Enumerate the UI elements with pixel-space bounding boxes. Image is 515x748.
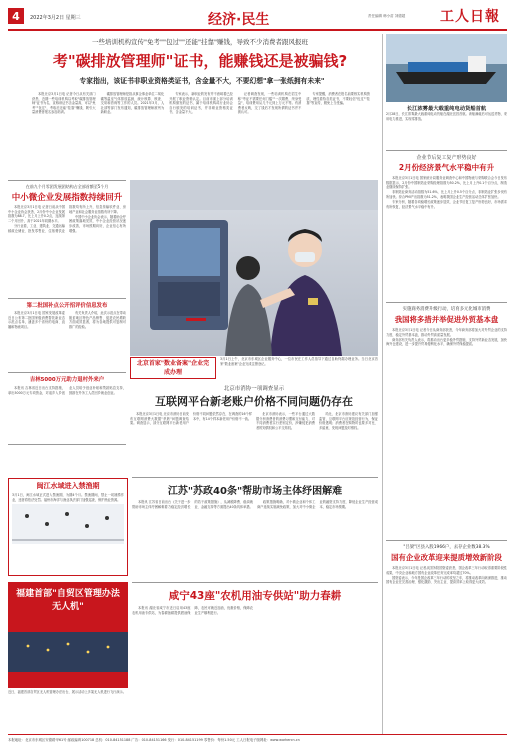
feature-body bbox=[130, 412, 378, 474]
mini-body: 3月1日，闽江水域正式进入禁渔期，为期4个月。禁渔期间，禁止一切捕捞作业，违者将依法处罚。福州市海洋与渔业执法部门加强巡查，保护渔业资源。 bbox=[12, 493, 124, 502]
page-number: 4 bbox=[8, 8, 24, 24]
paragraph: 分行业看，工业、建筑业、交通运输邮政仓储业、批发零售业、住宿餐饮业指数均有所上升，信息传输软件业、房地产业和社会服务业指数有所下降。 bbox=[8, 205, 126, 233]
paragraph: 记者调查发现，一些培训机构在招生中称"考证不需要任何门槛""一次缴费，终身受益"，培训费用从几千元到上万元不等。有消费者反映，交了钱后才发现所谓的证书并不被认可。 bbox=[237, 92, 302, 115]
divider bbox=[132, 582, 378, 583]
jiangsu-body bbox=[132, 500, 378, 575]
footer-text: 本报地址：北京市东城区安德路甲61号 邮政编码100718 总机：010-84151188 广告：010-84151166 发行：010-84151199 零售价：每份1.50元 工人日报电子版网址：www.workercn.cn bbox=[8, 738, 300, 742]
paragraph: 专家提醒，消费者在报名前要核实机构资质，理性看待各类证书，不要轻信"包过""挂靠"等宣传，避免上当受骗。 bbox=[306, 92, 370, 106]
divider bbox=[386, 150, 507, 151]
paragraph: 本报北京3月1日电 记者从国务院国资委获悉，国企改革三年行动取得重要阶段性成果，中央企业和地方国有企业改革任务完成率均超过70%。 bbox=[386, 566, 507, 575]
masthead bbox=[8, 6, 507, 28]
photo-caption-text: 3月1日上午，北京市东城区企业服务中心，一位市民在工作人员指导下通过自助终端办理业务。当日北京首家"数业备案"企业完成注册登记。 bbox=[220, 357, 378, 366]
mini-headline: 闽江水域进入禁渔期 bbox=[36, 482, 100, 490]
right-kicker-3: "吕梁"区县入股1966户，去存企业数38.3% bbox=[403, 545, 490, 550]
main-photo bbox=[130, 180, 378, 356]
section-title: 经济·民生 bbox=[208, 12, 270, 28]
cargo-ship-photo bbox=[386, 34, 507, 102]
divider bbox=[132, 477, 378, 478]
paragraph: 本报讯 湖北省咸宁市近日启用43座农机用油专供站，为春耕备耕提供燃油保障，农民可就近加油，优惠价格，保障农业生产顺利进行。 bbox=[132, 606, 253, 615]
drone-banner-text: 福建首部"自贸区管理办法无人机" bbox=[16, 589, 120, 612]
divider bbox=[386, 302, 507, 303]
drone-flock-illustration bbox=[12, 504, 124, 544]
story3-body bbox=[8, 311, 126, 369]
ship-caption-title: 长江浓雾最大载重纯电动货船首航 bbox=[406, 106, 487, 112]
lead-body bbox=[32, 92, 370, 174]
story2-headline: 中小微企业发展指数持续回升 bbox=[11, 193, 123, 203]
paragraph: 国资委表示，今年是国企改革三年行动的攻坚之年，将推动改革向纵深推进，推动国有企业在完善治理、强化激励、突出主业、提高效率上取得更大成效。 bbox=[386, 575, 507, 585]
right-body-2 bbox=[386, 328, 507, 534]
paragraph: 商务部有关负责人表示，将推动出台更多稳外贸措施，支持外贸新业态发展，加快海外仓建设，进一步提升贸易便利化水平，确保外贸保稳提质。 bbox=[386, 337, 507, 347]
lead-subhead: 专家指出，该证书非职业资格类证书，含金量不大，不要幻想"拿一张纸拥有未来" bbox=[79, 77, 325, 85]
mini-story-box bbox=[8, 478, 128, 576]
masthead-rule bbox=[8, 29, 507, 31]
photo-caption-box bbox=[130, 357, 216, 379]
ship-caption-text: 2月28日，长江浓雾最大载重纯电动货船在湖北宜昌首航。该船满载后可运送货物，采用电力推进，实现零排放。 bbox=[386, 112, 507, 121]
paragraph: 本报北京3月1日电 记者日前从中国中小企业协会获悉，2月份中小企业发展指数为88.7，比上月上升0.2点，连续第二个月回升，高于2021年同期水平。 bbox=[8, 205, 65, 223]
story3-title: 第二批国补点公开招评价信息发布 bbox=[26, 303, 108, 309]
right-body-1 bbox=[386, 176, 507, 296]
feature-headline: 互联网平台新老账户价格不同问题仍存在 bbox=[155, 395, 353, 408]
divider bbox=[8, 372, 126, 373]
xianyang-body bbox=[132, 606, 378, 726]
paragraph: 本报北京3月1日电 北京市消协日前发布互联网消费大数据"杀熟"问题调查结果。调查显示，部分互联网平台新老用户价格不同问题依然存在，在调查的16个样本中，有14个样本新老用户价格不一致。 bbox=[130, 412, 252, 426]
paragraph: 专家表示，新职业的发布并不意味着已经开展了职业资格认定。目前市面上部分培训机构颁发的证书，属于培训机构或行业协会自行颁发的培训证书，并非职业资格类证书，含金量不大。 bbox=[169, 92, 233, 115]
story4-body bbox=[8, 386, 126, 438]
drone-show-photo bbox=[8, 632, 128, 688]
right-headline-1: 2月份经济景气水平稳中有升 bbox=[398, 163, 495, 172]
story4-title: 吉林5000万元助力退村外来户 bbox=[29, 377, 105, 383]
paragraph: 有关负责人介绍，此次示范点在带动脱贫地区特色产品销售、促进农民增收方面成效显著，将为各地提供可复制可推广的经验。 bbox=[69, 311, 126, 329]
service-hall-photo bbox=[130, 180, 378, 356]
right-body-3 bbox=[386, 566, 507, 726]
paragraph: 本报北京3月1日电 国家发展改革委近日公布第二批国家级消费帮扶新业态示范点名单，涵盖多个省份的电商、直播和物流项目。 bbox=[8, 311, 65, 329]
paragraph: 本报北京3月1日电 记者今日从有关部门获悉，近期一些培训机构以考取"碳排放管理师"证书为名，宣称该证书含金量高，可以"免考""包过"，考取后还能"挂靠"赚钱，吸引大量消费者报名参加培训。 bbox=[32, 92, 96, 115]
paragraph: 对此，北京市消协建议有关部门加强监管，互联网平台应规范经营行为，保证价格透明；消费者在购物时也要多对比、多留意，发现问题及时维权。 bbox=[319, 412, 378, 430]
drone-photo bbox=[8, 632, 128, 688]
drone-banner bbox=[8, 582, 128, 632]
masthead-logo: 工人日報 bbox=[440, 9, 500, 25]
paragraph: 北京市消协表示，一些平台通过大数据分析消费者的消费习惯和支付能力，对不同消费者实行差别定价，涉嫌侵犯消费者的知情权和公平交易权。 bbox=[256, 412, 315, 430]
ship-photo bbox=[386, 34, 507, 102]
right-headline-3: 国有企业改革迎来提质增效新阶段 bbox=[391, 553, 502, 562]
paragraph: 非制造业商务活动指数为51.6%，比上月上升0.5个百分点，非制造业扩张步伐有所加快。综合PMI产出指数为51.2%，表明我国企业生产经营活动总体扩张加快。 bbox=[386, 190, 507, 199]
drone-caption: 近日，福建首部自贸区无人机管理办法出台，展示活动上多架无人机进行飞行演示。 bbox=[8, 690, 126, 694]
story2-body bbox=[8, 205, 126, 293]
lead-headline: 考"碳排放管理师"证书，能赚钱还是被骗钱? bbox=[52, 52, 348, 70]
paragraph: 本报讯 江苏省日前出台《关于进一步帮助市场主体纾困解难着力稳定经济增长的若干政策措施》，从减税降费、稳岗就业、金融支持等方面提出40条具体举措。 bbox=[132, 500, 253, 509]
paragraph: 中国中小企业协会表示，随着助企纾困政策落地见效，中小企业经营状况逐步改善，市场预期向好，企业信心有所增强。 bbox=[69, 214, 126, 233]
divider bbox=[8, 298, 126, 299]
paragraph: 专家分析，随着各项稳增长政策逐步显效，企业节后复工复产形势良好，市场需求有所恢复，经济景气水平稳中有升。 bbox=[386, 200, 507, 209]
paragraph: 碳排放管理师是指从事企事业单位二氧化碳等温室气体排放监测、统计核算、核查、交易和咨询等工作的人员。2021年3月，人社部等部门发布通知，碳排放管理师被列为新职业。 bbox=[100, 92, 165, 115]
editor-info: 责任编辑 韩小苗 刘德超 bbox=[368, 14, 406, 18]
footer-rule bbox=[8, 734, 507, 735]
jiangsu-headline: 江苏"苏政40条"帮助市场主体纾困解难 bbox=[167, 486, 343, 497]
column-divider bbox=[382, 34, 383, 734]
paragraph: 本报北京3月1日电 国家统计局服务业调查中心和中国物流与采购联合会今日发布数据显示，2月份中国制造业采购经理指数为50.2%，比上月上升0.1个百分点，制造业继续保持扩张。 bbox=[386, 176, 507, 190]
xianyang-headline: 咸宁43座"农机用油专供站"助力春耕 bbox=[168, 590, 342, 602]
paragraph: 本报讯 吉林省近日出台支持措施，拿出5000万元专项资金，对返乡入乡创业人员给予创业补贴和贷款贴息支持，鼓励在外务工人员回乡就业创业。 bbox=[8, 386, 126, 395]
right-kicker: 企业节后复工复产形势良好 bbox=[416, 155, 477, 161]
lead-kicker: 一些培训机构宣传"免考""包过""还能"挂靠"赚钱，导致不少消费者跟风报班 bbox=[92, 38, 308, 46]
photo-caption-title: 北京首家"数业备案"企业完成办理 bbox=[136, 360, 210, 376]
divider bbox=[8, 444, 126, 445]
right-headline-2: 我国将多措并举促进外贸基本盘 bbox=[394, 315, 499, 324]
right-kicker-2: 实施商务消费升级行动，培育多元化城市消费 bbox=[402, 307, 491, 312]
divider bbox=[8, 180, 126, 181]
feature-kicker: 北京市消协一项调查显示 bbox=[223, 386, 285, 392]
paragraph: 政策措施明确，对小微企业和个体工商户延续实施减免政策，加大对中小微企业的融资支持力度，降低企业生产经营成本，稳定市场预期。 bbox=[257, 500, 378, 509]
divider bbox=[386, 540, 507, 541]
story2-title: 在前九个月零团发展团结构占全部首额至5个月 bbox=[25, 184, 109, 189]
paragraph: 本报北京3月1日电 记者今日从商务部获悉，今年商务部将加大对外贸企业的支持力度，稳定外贸基本盘，推动外贸高质量发展。 bbox=[386, 328, 507, 337]
issue-date: 2022年3月2日 星期三 bbox=[30, 15, 81, 21]
